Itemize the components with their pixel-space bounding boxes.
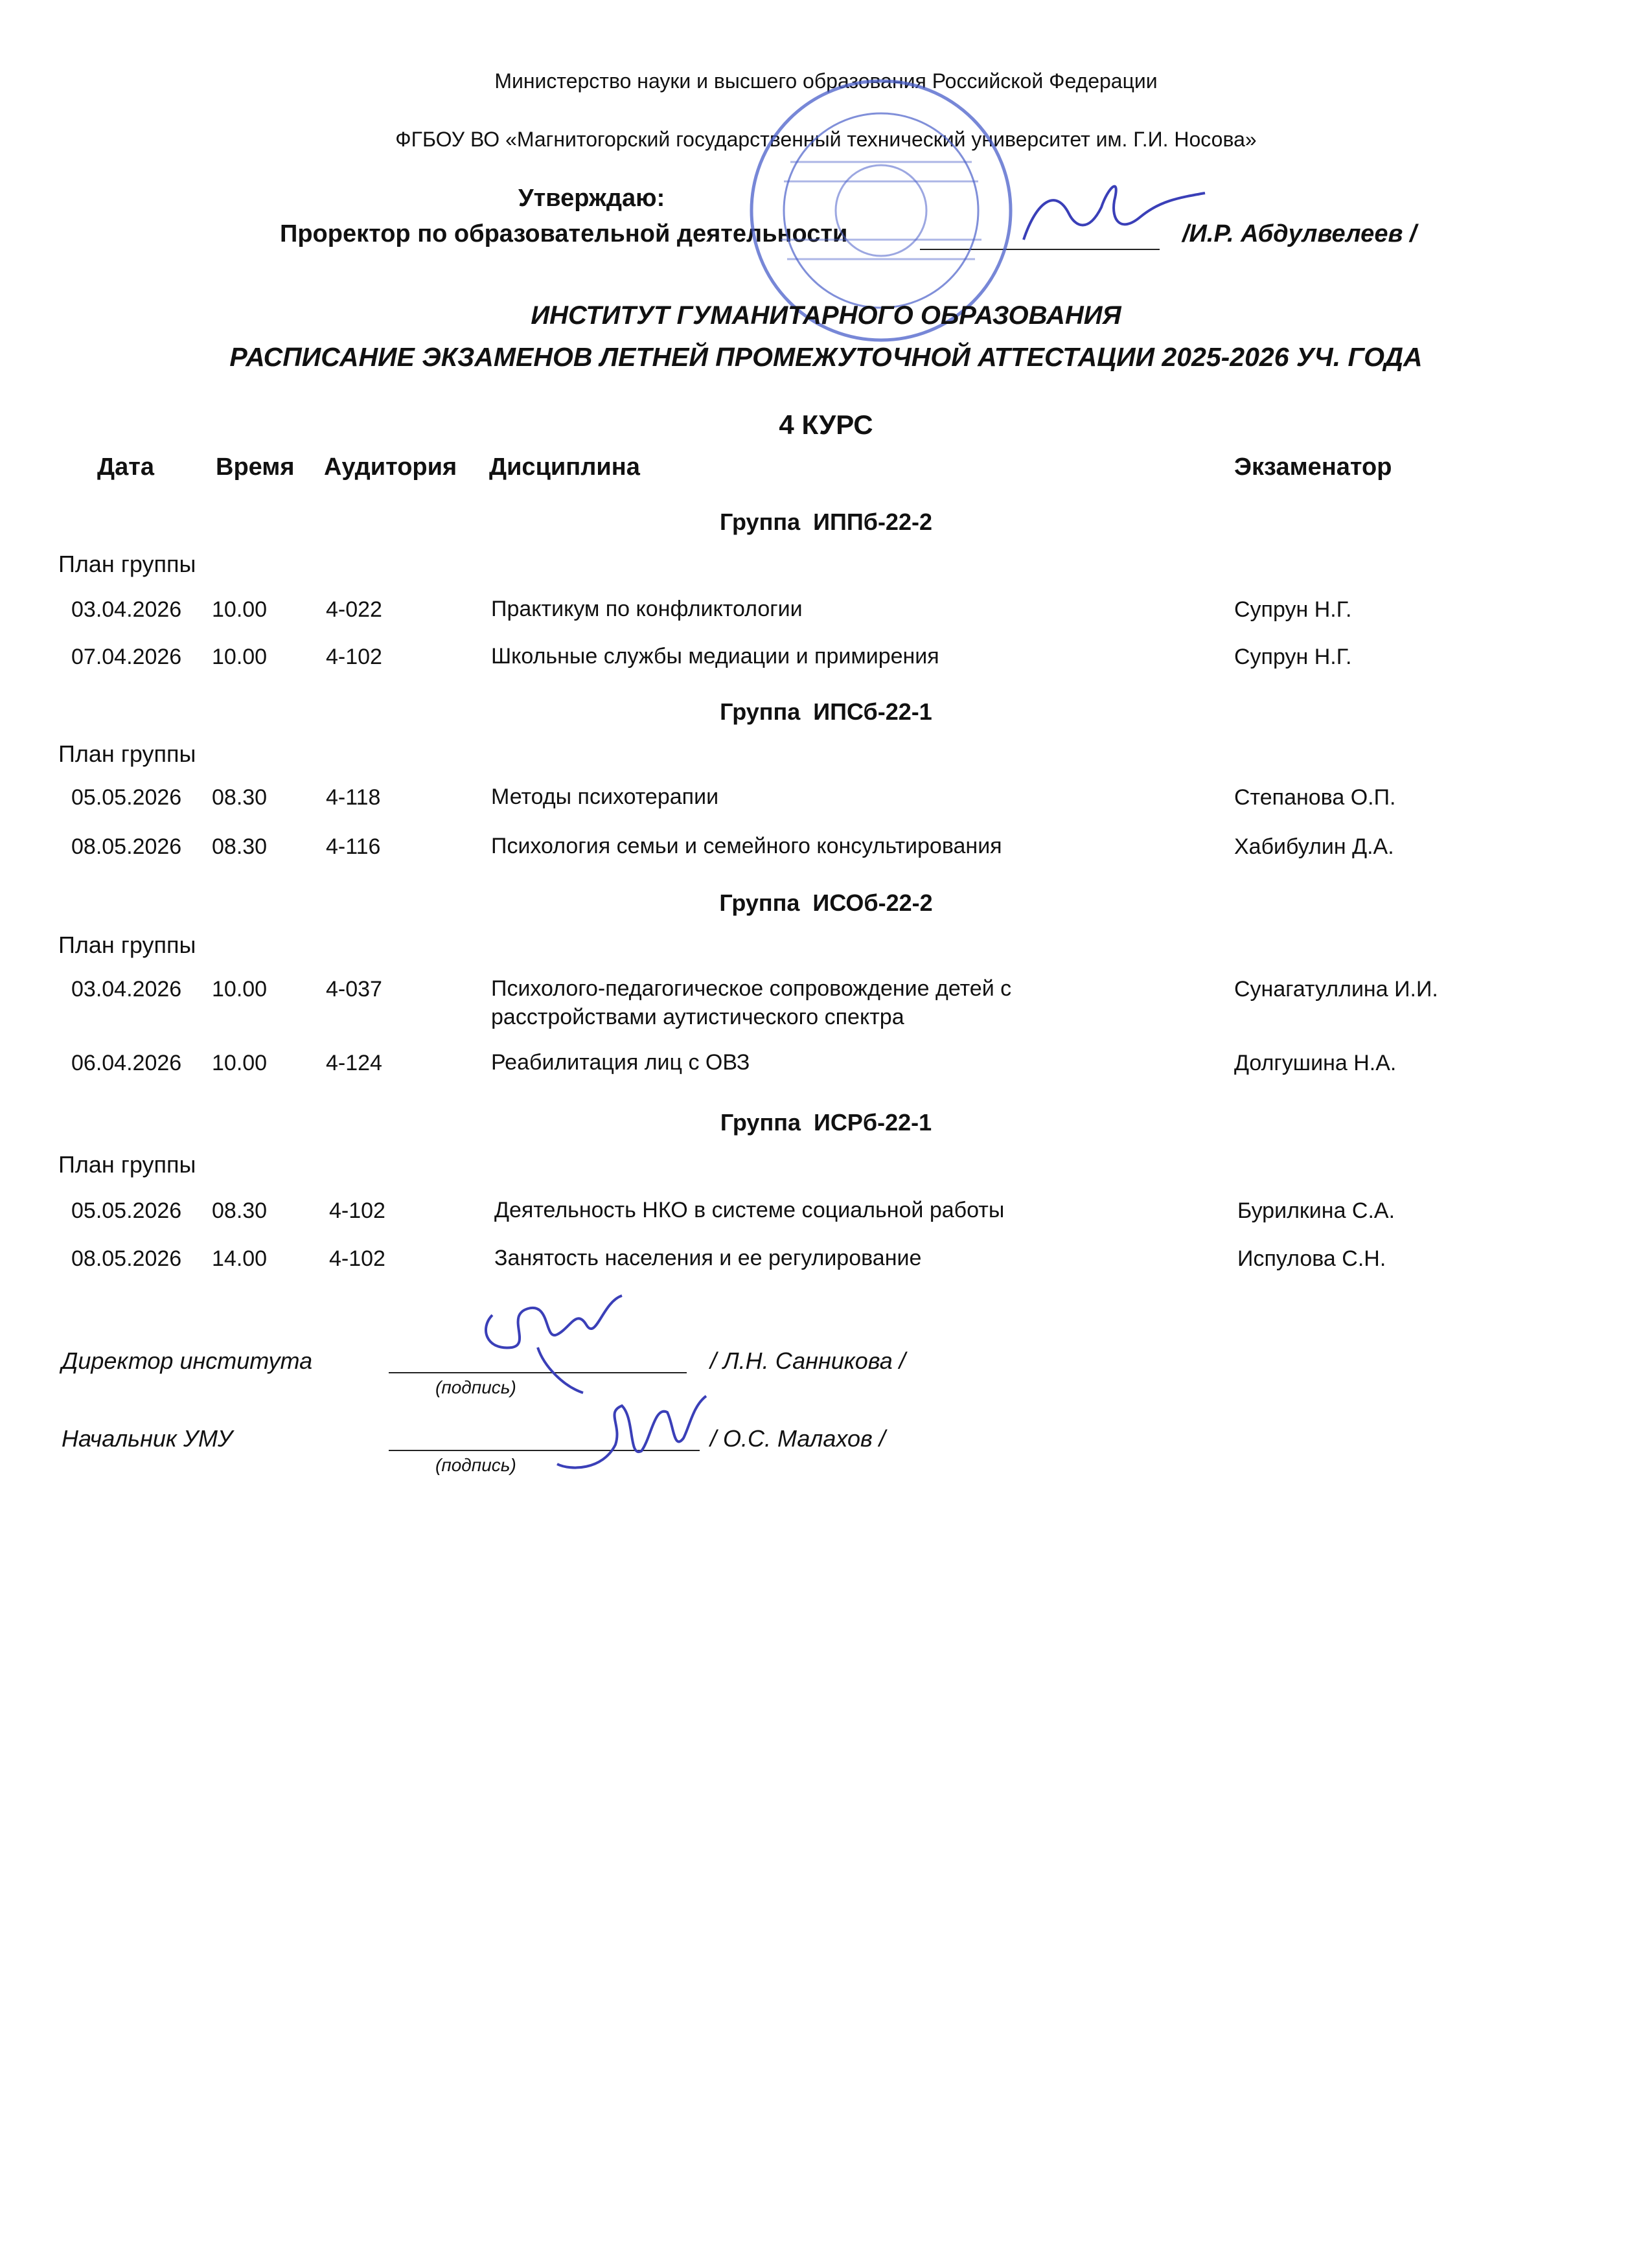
row-discipline: Реабилитация лиц с ОВЗ [491, 1050, 750, 1075]
row-examiner: Долгушина Н.А. [1234, 1051, 1397, 1075]
row-time: 08.30 [212, 834, 268, 859]
row-date: 06.04.2026 [71, 1051, 182, 1075]
approval-label: Утверждаю: [518, 185, 665, 212]
university-header: ФГБОУ ВО «Магнитогорский государственный технический университет им. Г.И. Носова» [395, 128, 1257, 151]
director-signature-icon [466, 1289, 635, 1399]
approval-position: Проректор по образовательной деятельности [280, 220, 848, 247]
umu-head-role: Начальник УМУ [62, 1425, 233, 1452]
umu-head-name: / О.С. Малахов / [710, 1425, 886, 1452]
row-time: 10.00 [212, 645, 268, 669]
row-discipline: Занятость населения и ее регулирование [494, 1246, 922, 1270]
row-discipline: Деятельность НКО в системе социальной работы [494, 1198, 1005, 1222]
row-time: 10.00 [212, 597, 268, 622]
column-room: Аудитория [324, 453, 457, 481]
row-room: 4-102 [329, 1246, 385, 1271]
row-date: 03.04.2026 [71, 597, 182, 622]
row-examiner: Сунагатуллина И.И. [1234, 977, 1438, 1002]
row-date: 08.05.2026 [71, 1246, 182, 1271]
ministry-header: Министерство науки и высшего образования Российской Федерации [494, 69, 1158, 93]
group-plan-label: План группы [58, 932, 196, 958]
approval-signature-icon [1011, 162, 1218, 259]
row-room: 4-102 [326, 645, 382, 669]
group-title: Группа ИСОб-22-2 [719, 889, 933, 916]
row-examiner: Степанова О.П. [1234, 785, 1396, 810]
row-time: 10.00 [212, 977, 268, 1002]
row-discipline: Психолого-педагогическое сопровождение детей с расстройствами аутистического спектра [491, 976, 1012, 1029]
row-time: 08.30 [212, 1198, 268, 1223]
row-examiner: Супрун Н.Г. [1234, 597, 1352, 622]
row-time: 14.00 [212, 1246, 268, 1271]
row-discipline: Методы психотерапии [491, 785, 719, 809]
director-role: Директор института [62, 1347, 313, 1374]
row-examiner: Испулова С.Н. [1237, 1246, 1386, 1271]
institute-title: ИНСТИТУТ ГУМАНИТАРНОГО ОБРАЗОВАНИЯ [531, 301, 1121, 330]
group-title: Группа ИПСб-22-1 [720, 698, 932, 725]
row-room: 4-102 [329, 1198, 385, 1223]
group-title: Группа ИСРб-22-1 [720, 1109, 932, 1136]
row-time: 08.30 [212, 785, 268, 810]
row-room: 4-118 [326, 785, 381, 810]
schedule-title: РАСПИСАНИЕ ЭКЗАМЕНОВ ЛЕТНЕЙ ПРОМЕЖУТОЧНОЙ АТТЕСТАЦИИ 2025-2026 УЧ. ГОДА [229, 342, 1423, 372]
director-name: / Л.Н. Санникова / [710, 1347, 906, 1374]
approval-name: /И.Р. Абдулвелеев / [1182, 220, 1417, 247]
row-room: 4-037 [326, 977, 382, 1002]
row-discipline: Психология семьи и семейного консультирования [491, 834, 1002, 858]
row-discipline: Школьные службы медиации и примирения [491, 644, 939, 669]
column-examiner: Экзаменатор [1234, 453, 1392, 481]
row-examiner: Бурилкина С.А. [1237, 1198, 1395, 1223]
row-date: 07.04.2026 [71, 645, 182, 669]
group-plan-label: План группы [58, 551, 196, 577]
row-room: 4-124 [326, 1051, 382, 1075]
row-room: 4-022 [326, 597, 382, 622]
row-time: 10.00 [212, 1051, 268, 1075]
row-date: 05.05.2026 [71, 785, 182, 810]
row-date: 08.05.2026 [71, 834, 182, 859]
director-signature-caption: (подпись) [435, 1377, 516, 1397]
umu-head-signature-icon [544, 1386, 713, 1483]
column-date: Дата [97, 453, 154, 481]
row-date: 05.05.2026 [71, 1198, 182, 1223]
row-discipline: Практикум по конфликтологии [491, 597, 803, 621]
umu-head-signature-caption: (подпись) [435, 1455, 516, 1475]
course-title: 4 КУРС [779, 409, 873, 440]
column-discipline: Дисциплина [489, 453, 640, 481]
row-room: 4-116 [326, 834, 381, 859]
row-examiner: Хабибулин Д.А. [1234, 834, 1394, 859]
row-date: 03.04.2026 [71, 977, 182, 1002]
group-title: Группа ИППб-22-2 [720, 509, 932, 535]
column-time: Время [216, 453, 295, 481]
group-plan-label: План группы [58, 740, 196, 767]
row-examiner: Супрун Н.Г. [1234, 645, 1352, 669]
group-plan-label: План группы [58, 1151, 196, 1178]
